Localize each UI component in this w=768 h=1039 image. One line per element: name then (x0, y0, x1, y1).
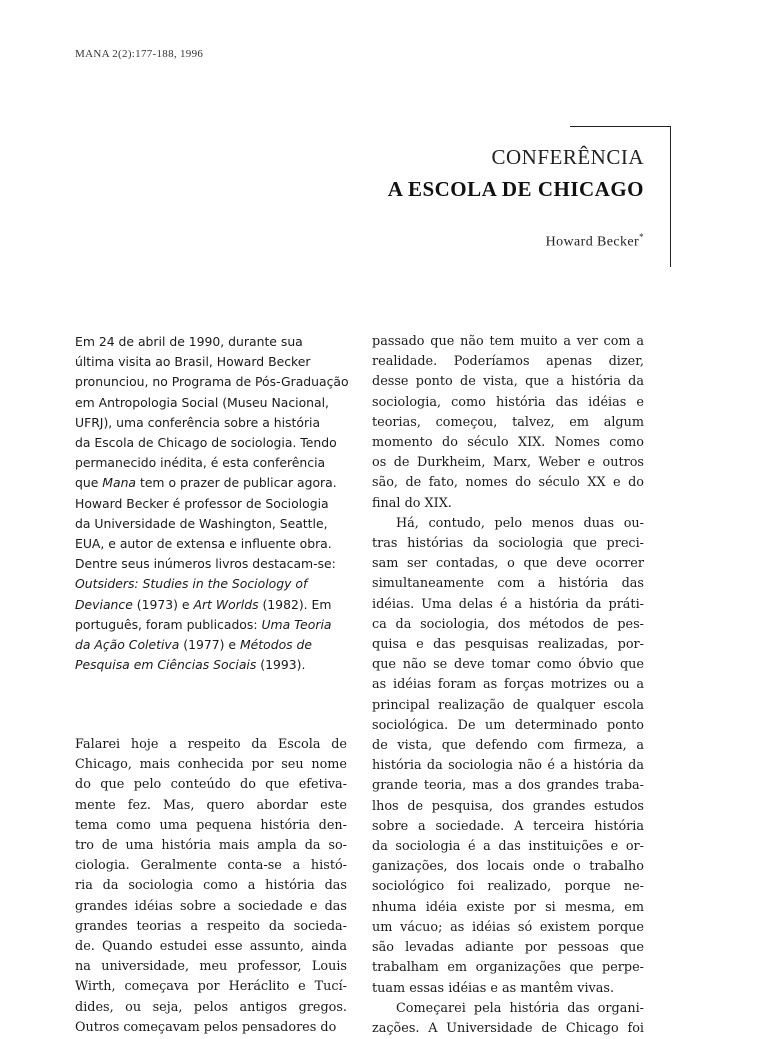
abstract-line: da Escola de Chicago de sociologia. Tendo (75, 435, 337, 451)
body-text-line: nhuma idéia existe por si mesma, em (372, 899, 644, 915)
body-text-line: Chicago, mais conhecida por seu nome (75, 757, 347, 773)
abstract-line: pronunciou, no Programa de Pós-Graduação (75, 374, 349, 390)
abstract-line: EUA, e autor de extensa e influente obra. (75, 536, 332, 552)
article-title: A ESCOLA DE CHICAGO (387, 177, 644, 201)
body-text-line: sociologia, como história das idéias e (372, 394, 644, 410)
abstract-line: Pesquisa em Ciências Sociais (1993). (75, 657, 306, 673)
editorial-abstract (75, 332, 347, 675)
body-text-line: trabalham em organizações que perpe- (372, 960, 644, 976)
body-text-line: ca da sociologia, dos métodos de pes- (372, 616, 644, 632)
body-text-line: são, de fato, nomes do século XX e do (372, 475, 644, 491)
body-column-left (75, 735, 347, 1038)
body-text-line: história da sociologia não é a história da (372, 758, 644, 774)
body-text-line: tuam essas idéias e as mantêm vivas. (372, 980, 615, 996)
body-text-line: na universidade, meu professor, Louis (75, 959, 347, 975)
abstract-line: português, foram publicados: Uma Teoria (75, 616, 332, 632)
body-text-line: tro de uma história mais ampla da so- (75, 838, 347, 854)
abstract-line (75, 574, 347, 594)
body-text-line: Falarei hoje a respeito da Escola de (75, 737, 347, 752)
body-text-line: sobre a sociedade. A terceira história (372, 818, 644, 834)
body-text-line: Começarei pela história das organi- (396, 1000, 644, 1016)
body-text-line: os de Durkheim, Marx, Weber e outros (372, 455, 644, 471)
book-title-italic: Uma Teoria (261, 616, 332, 632)
body-column-right (372, 332, 644, 1039)
author-footnote-mark: * (639, 232, 644, 242)
body-text-line: de vista, que defendo com firmeza, a (372, 738, 644, 754)
body-text-line: passado que não tem muito a ver com a (372, 334, 644, 349)
body-text-line: principal realização de qualquer escola (372, 697, 644, 713)
body-text-line: zações. A Universidade de Chicago foi (372, 1020, 644, 1036)
abstract-line: Howard Becker é professor de Sociologia (75, 495, 329, 511)
body-text-line: grandes teorias a respeito da socieda- (75, 918, 347, 934)
abstract-line: última visita ao Brasil, Howard Becker (75, 354, 311, 370)
body-text-line: mente fez. Mas, quero abordar este (75, 797, 347, 813)
book-title-italic: Pesquisa em Ciências Sociais (75, 657, 257, 673)
body-text-line: grandes idéias sobre a sociedade e das (75, 898, 347, 914)
section-kicker: CONFERÊNCIA (491, 145, 644, 169)
body-text-line: sociológica. De um determinado ponto (372, 717, 644, 733)
author-byline (546, 232, 644, 251)
body-text-line: momento do século XIX. Nomes como (372, 435, 644, 451)
abstract-line: em Antropologia Social (Museu Nacional, (75, 394, 329, 410)
body-text-line: realidade. Poderíamos apenas dizer, (372, 354, 644, 370)
book-title-italic: Art Worlds (193, 596, 259, 612)
abstract-line: que Mana tem o prazer de publicar agora. (75, 475, 337, 491)
body-text-line: da sociologia é a das instituições e or- (372, 839, 644, 855)
body-text-line: sam ser contadas, o que deve ocorrer (372, 556, 644, 572)
body-text-line: ciologia. Geralmente conta-se a histó- (75, 858, 347, 874)
body-text-line: simultaneamente com a história das (372, 576, 644, 592)
body-text-line: teorias, começou, talvez, em algum (372, 414, 644, 430)
body-text-line: ganizações, dos locais onde o trabalho (372, 859, 644, 875)
body-text-line: Wirth, começava por Heráclito e Tucí- (75, 979, 347, 995)
abstract-line: da Universidade de Washington, Seattle, (75, 515, 328, 531)
book-title-italic: Outsiders: Studies in the Sociology of (75, 576, 308, 592)
body-text-line: sociológico foi realizado, porque ne- (372, 879, 644, 895)
body-text-line: grande teoria, mas a dos grandes traba- (372, 778, 644, 794)
body-text-line: desse ponto de vista, que a história da (372, 374, 644, 390)
journal-reference: MANA 2(2):177-188, 1996 (75, 48, 204, 60)
body-text-line: final do XIX. (372, 495, 452, 511)
body-text-line: as idéias foram as forças motrizes ou a (372, 677, 644, 693)
body-text-line: ria da sociologia como a história das (75, 878, 347, 894)
abstract-line: da Ação Coletiva (1977) e Métodos de (75, 637, 313, 653)
body-text-line: tema como uma pequena história den- (75, 817, 347, 833)
body-text-line: tras histórias da sociologia que preci- (372, 536, 644, 552)
journal-name-italic: Mana (102, 475, 137, 491)
body-text-line: lhos de pesquisa, dos grandes estudos (372, 798, 644, 814)
body-text-line: idéias. Uma delas é a história da práti- (372, 596, 644, 612)
body-text-line: do que pelo conteúdo do que efetiva- (75, 777, 347, 793)
author-name: Howard Becker (545, 234, 640, 250)
abstract-line: permanecido inédita, é esta conferência (75, 455, 326, 471)
body-text-line: Há, contudo, pelo menos duas ou- (396, 515, 644, 531)
abstract-line: Em 24 de abril de 1990, durante sua (75, 334, 303, 349)
book-title-italic: da Ação Coletiva (75, 637, 180, 653)
abstract-line: Dentre seus inúmeros livros destacam-se: (75, 556, 336, 572)
body-text-line: Outros começavam pelos pensadores do (75, 1019, 337, 1035)
body-text-line: que não se deve tomar como óbvio que (372, 657, 644, 673)
body-text-line: um vácuo; as idéias só existem porque (372, 919, 644, 935)
abstract-line: UFRJ), uma conferência sobre a história (75, 414, 321, 430)
body-text-line: quisa e das pesquisas realizadas, por- (372, 637, 644, 653)
body-text-line: de. Quando estudei esse assunto, ainda (75, 939, 347, 955)
body-text-line: dides, ou seja, pelos antigos gregos. (75, 999, 347, 1015)
abstract-line: Deviance (1973) e Art Worlds (1982). Em (75, 596, 332, 612)
book-title-italic: Deviance (75, 596, 133, 612)
book-title-italic: Métodos de (239, 637, 313, 653)
body-text-line: são levadas adiante por pessoas que (372, 940, 644, 956)
